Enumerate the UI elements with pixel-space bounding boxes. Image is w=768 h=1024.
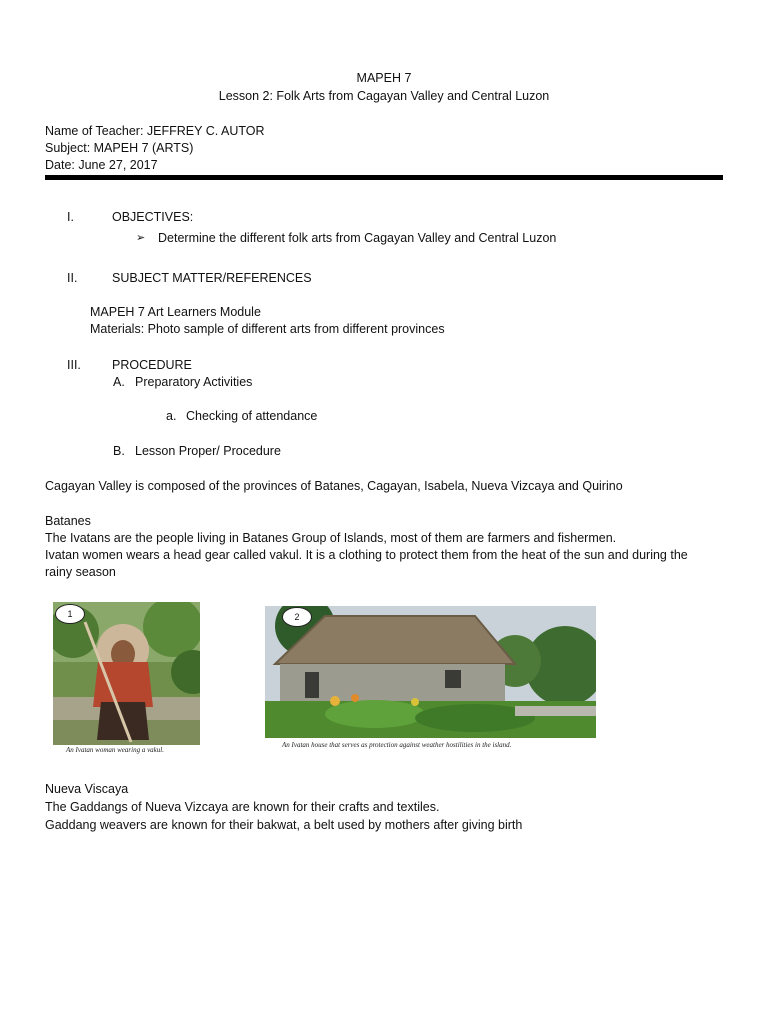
step-b-title: Lesson Proper/ Procedure [135,444,281,458]
date-line: Date: June 27, 2017 [45,158,158,172]
step-b-label: B. [113,444,125,458]
intro-paragraph: Cagayan Valley is composed of the provinces of Batanes, Cagayan, Isabela, Nueva Vizcaya and Quirino [45,479,623,493]
subject-line: Subject: MAPEH 7 (ARTS) [45,141,194,155]
ivatan-woman-photo [53,602,200,745]
section-numeral-procedure: III. [67,358,81,372]
step-a-title: Preparatory Activities [135,375,253,389]
section-numeral-objectives: I. [67,210,74,224]
step-a1-title: Checking of attendance [186,409,318,423]
materials-line: Materials: Photo sample of different arts from different provinces [90,322,445,336]
step-a1-label: a. [166,409,177,423]
reference-line: MAPEH 7 Art Learners Module [90,305,261,319]
objective-item: Determine the different folk arts from Cagayan Valley and Central Luzon [158,231,557,245]
photo-number-badge: 2 [282,607,312,627]
nueva-line-2: Gaddang weavers are known for their bakwat, a belt used by mothers after giving birth [45,818,523,832]
batanes-line-3: rainy season [45,565,116,579]
batanes-line-1: The Ivatans are the people living in Batanes Group of Islands, most of them are farmers and fishermen. [45,531,617,545]
photo-number-badge: 1 [55,604,85,624]
subject-matter-title: SUBJECT MATTER/REFERENCES [112,271,312,285]
lesson-title: Lesson 2: Folk Arts from Cagayan Valley and Central Luzon [218,89,550,103]
objectives-title: OBJECTIVES: [112,210,194,224]
batanes-line-2: Ivatan women wears a head gear called vakul. It is a clothing to protect them from the heat of the sun and during the [45,548,688,562]
procedure-title: PROCEDURE [112,358,192,372]
ivatan-house-photo [265,606,596,738]
header-divider [45,175,723,180]
batanes-heading: Batanes [45,514,91,528]
photo-caption: An Ivatan house that serves as protection against weather hostilities in the island. [282,741,512,749]
course-title: MAPEH 7 [356,71,412,85]
photo-caption: An Ivatan woman wearing a vakul. [66,746,164,754]
teacher-name: Name of Teacher: JEFFREY C. AUTOR [45,124,265,138]
section-numeral-subject-matter: II. [67,271,78,285]
nueva-line-1: The Gaddangs of Nueva Vizcaya are known for their crafts and textiles. [45,800,440,814]
step-a-label: A. [113,375,125,389]
arrow-bullet-icon: ➢ [136,232,146,244]
nueva-heading: Nueva Viscaya [45,782,129,796]
